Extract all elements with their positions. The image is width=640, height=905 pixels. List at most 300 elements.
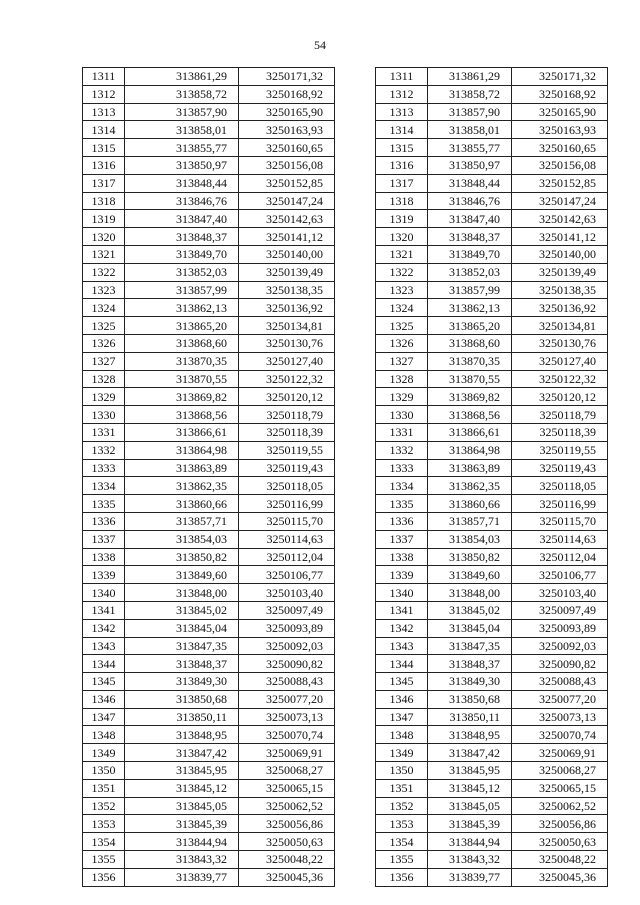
table-row — [83, 139, 335, 157]
y-coordinate-cell: 3250165,90 — [239, 103, 335, 121]
table-row — [376, 210, 608, 228]
table-row — [83, 210, 335, 228]
x-coordinate-cell: 313857,99 — [125, 281, 239, 299]
table-row — [83, 245, 335, 263]
table-row — [376, 139, 608, 157]
point-id-cell: 1351 — [376, 779, 428, 797]
y-coordinate-cell: 3250136,92 — [512, 299, 608, 317]
point-id-cell: 1320 — [83, 228, 125, 246]
y-coordinate-cell: 3250114,63 — [512, 530, 608, 548]
table-row — [376, 708, 608, 726]
x-coordinate-cell: 313854,03 — [428, 530, 512, 548]
table-row — [83, 121, 335, 139]
x-coordinate-cell: 313852,03 — [428, 263, 512, 281]
y-coordinate-cell: 3250048,22 — [239, 851, 335, 869]
point-id-cell: 1333 — [376, 459, 428, 477]
table-row — [83, 601, 335, 619]
x-coordinate-cell: 313860,66 — [125, 495, 239, 513]
y-coordinate-cell: 3250118,79 — [239, 406, 335, 424]
table-row — [83, 744, 335, 762]
y-coordinate-cell: 3250112,04 — [239, 548, 335, 566]
table-row — [83, 619, 335, 637]
point-id-cell: 1336 — [376, 512, 428, 530]
table-row — [376, 299, 608, 317]
table-row — [83, 174, 335, 192]
x-coordinate-cell: 313844,94 — [125, 833, 239, 851]
point-id-cell: 1328 — [83, 370, 125, 388]
y-coordinate-cell: 3250097,49 — [239, 601, 335, 619]
point-id-cell: 1344 — [83, 655, 125, 673]
point-id-cell: 1329 — [83, 388, 125, 406]
point-id-cell: 1325 — [376, 317, 428, 335]
x-coordinate-cell: 313845,12 — [428, 779, 512, 797]
y-coordinate-cell: 3250141,12 — [512, 228, 608, 246]
table-row — [83, 851, 335, 869]
x-coordinate-cell: 313848,95 — [428, 726, 512, 744]
table-row — [83, 655, 335, 673]
x-coordinate-cell: 313845,95 — [125, 762, 239, 780]
point-id-cell: 1317 — [83, 174, 125, 192]
x-coordinate-cell: 313850,11 — [125, 708, 239, 726]
x-coordinate-cell: 313848,37 — [125, 655, 239, 673]
point-id-cell: 1324 — [376, 299, 428, 317]
table-row — [83, 192, 335, 210]
point-id-cell: 1335 — [376, 495, 428, 513]
y-coordinate-cell: 3250073,13 — [239, 708, 335, 726]
y-coordinate-cell: 3250088,43 — [512, 673, 608, 691]
point-id-cell: 1337 — [83, 530, 125, 548]
point-id-cell: 1315 — [376, 139, 428, 157]
point-id-cell: 1343 — [83, 637, 125, 655]
point-id-cell: 1335 — [83, 495, 125, 513]
point-id-cell: 1348 — [376, 726, 428, 744]
point-id-cell: 1346 — [83, 690, 125, 708]
point-id-cell: 1325 — [83, 317, 125, 335]
x-coordinate-cell: 313869,82 — [428, 388, 512, 406]
table-row — [376, 459, 608, 477]
table-row — [83, 423, 335, 441]
point-id-cell: 1311 — [376, 68, 428, 86]
table-row — [83, 673, 335, 691]
point-id-cell: 1344 — [376, 655, 428, 673]
table-row — [83, 548, 335, 566]
y-coordinate-cell: 3250122,32 — [512, 370, 608, 388]
table-row — [376, 851, 608, 869]
y-coordinate-cell: 3250165,90 — [512, 103, 608, 121]
table-row — [376, 690, 608, 708]
x-coordinate-cell: 313850,82 — [125, 548, 239, 566]
point-id-cell: 1348 — [83, 726, 125, 744]
y-coordinate-cell: 3250136,92 — [239, 299, 335, 317]
point-id-cell: 1334 — [83, 477, 125, 495]
table-row — [376, 228, 608, 246]
point-id-cell: 1350 — [83, 762, 125, 780]
y-coordinate-cell: 3250130,76 — [239, 334, 335, 352]
x-coordinate-cell: 313857,90 — [125, 103, 239, 121]
y-coordinate-cell: 3250115,70 — [239, 512, 335, 530]
point-id-cell: 1338 — [376, 548, 428, 566]
point-id-cell: 1339 — [376, 566, 428, 584]
x-coordinate-cell: 313870,55 — [125, 370, 239, 388]
table-row — [83, 263, 335, 281]
y-coordinate-cell: 3250045,36 — [512, 868, 608, 886]
y-coordinate-cell: 3250163,93 — [239, 121, 335, 139]
x-coordinate-cell: 313849,70 — [125, 245, 239, 263]
x-coordinate-cell: 313855,77 — [125, 139, 239, 157]
x-coordinate-cell: 313858,01 — [125, 121, 239, 139]
table-row — [83, 406, 335, 424]
point-id-cell: 1354 — [83, 833, 125, 851]
y-coordinate-cell: 3250092,03 — [512, 637, 608, 655]
point-id-cell: 1314 — [83, 121, 125, 139]
x-coordinate-cell: 313854,03 — [125, 530, 239, 548]
x-coordinate-cell: 313844,94 — [428, 833, 512, 851]
y-coordinate-cell: 3250118,79 — [512, 406, 608, 424]
table-row — [83, 477, 335, 495]
point-id-cell: 1317 — [376, 174, 428, 192]
table-row — [376, 779, 608, 797]
y-coordinate-cell: 3250134,81 — [239, 317, 335, 335]
table-row — [376, 388, 608, 406]
table-row — [376, 263, 608, 281]
table-row — [376, 441, 608, 459]
y-coordinate-cell: 3250093,89 — [512, 619, 608, 637]
table-row — [83, 156, 335, 174]
coordinates-table-right — [375, 67, 608, 887]
point-id-cell: 1342 — [376, 619, 428, 637]
coordinates-table-left — [82, 67, 335, 887]
x-coordinate-cell: 313865,20 — [125, 317, 239, 335]
y-coordinate-cell: 3250140,00 — [512, 245, 608, 263]
table-row — [376, 726, 608, 744]
y-coordinate-cell: 3250115,70 — [512, 512, 608, 530]
y-coordinate-cell: 3250077,20 — [512, 690, 608, 708]
table-row — [376, 744, 608, 762]
y-coordinate-cell: 3250065,15 — [512, 779, 608, 797]
table-row — [83, 299, 335, 317]
point-id-cell: 1334 — [376, 477, 428, 495]
y-coordinate-cell: 3250130,76 — [512, 334, 608, 352]
point-id-cell: 1352 — [376, 797, 428, 815]
x-coordinate-cell: 313868,60 — [428, 334, 512, 352]
table-row — [83, 103, 335, 121]
point-id-cell: 1315 — [83, 139, 125, 157]
x-coordinate-cell: 313850,11 — [428, 708, 512, 726]
x-coordinate-cell: 313847,42 — [428, 744, 512, 762]
y-coordinate-cell: 3250127,40 — [512, 352, 608, 370]
table-row — [83, 815, 335, 833]
point-id-cell: 1318 — [376, 192, 428, 210]
y-coordinate-cell: 3250048,22 — [512, 851, 608, 869]
x-coordinate-cell: 313850,82 — [428, 548, 512, 566]
point-id-cell: 1319 — [83, 210, 125, 228]
y-coordinate-cell: 3250118,05 — [512, 477, 608, 495]
x-coordinate-cell: 313846,76 — [428, 192, 512, 210]
point-id-cell: 1355 — [376, 851, 428, 869]
y-coordinate-cell: 3250122,32 — [239, 370, 335, 388]
x-coordinate-cell: 313847,40 — [125, 210, 239, 228]
table-row — [83, 334, 335, 352]
y-coordinate-cell: 3250171,32 — [512, 68, 608, 86]
y-coordinate-cell: 3250069,91 — [239, 744, 335, 762]
table-row — [83, 726, 335, 744]
x-coordinate-cell: 313839,77 — [428, 868, 512, 886]
x-coordinate-cell: 313845,05 — [125, 797, 239, 815]
x-coordinate-cell: 313858,72 — [125, 85, 239, 103]
table-row — [83, 388, 335, 406]
table-row — [376, 174, 608, 192]
y-coordinate-cell: 3250119,43 — [239, 459, 335, 477]
table-row — [376, 530, 608, 548]
point-id-cell: 1339 — [83, 566, 125, 584]
point-id-cell: 1333 — [83, 459, 125, 477]
table-row — [83, 637, 335, 655]
y-coordinate-cell: 3250103,40 — [512, 584, 608, 602]
x-coordinate-cell: 313857,71 — [428, 512, 512, 530]
table-row — [83, 779, 335, 797]
y-coordinate-cell: 3250062,52 — [512, 797, 608, 815]
table-row — [83, 708, 335, 726]
x-coordinate-cell: 313862,35 — [428, 477, 512, 495]
y-coordinate-cell: 3250142,63 — [239, 210, 335, 228]
y-coordinate-cell: 3250050,63 — [239, 833, 335, 851]
y-coordinate-cell: 3250127,40 — [239, 352, 335, 370]
table-row — [83, 797, 335, 815]
x-coordinate-cell: 313868,60 — [125, 334, 239, 352]
table-row — [376, 281, 608, 299]
table-row — [376, 815, 608, 833]
table-row — [376, 334, 608, 352]
y-coordinate-cell: 3250147,24 — [239, 192, 335, 210]
x-coordinate-cell: 313848,37 — [428, 655, 512, 673]
table-row — [83, 566, 335, 584]
x-coordinate-cell: 313857,71 — [125, 512, 239, 530]
x-coordinate-cell: 313864,98 — [428, 441, 512, 459]
table-row — [376, 619, 608, 637]
x-coordinate-cell: 313849,30 — [428, 673, 512, 691]
table-row — [376, 637, 608, 655]
point-id-cell: 1345 — [83, 673, 125, 691]
page-number: 54 — [314, 38, 326, 52]
point-id-cell: 1331 — [83, 423, 125, 441]
y-coordinate-cell: 3250118,39 — [239, 423, 335, 441]
y-coordinate-cell: 3250068,27 — [239, 762, 335, 780]
x-coordinate-cell: 313850,68 — [125, 690, 239, 708]
x-coordinate-cell: 313858,72 — [428, 85, 512, 103]
x-coordinate-cell: 313845,04 — [428, 619, 512, 637]
point-id-cell: 1318 — [83, 192, 125, 210]
point-id-cell: 1340 — [83, 584, 125, 602]
point-id-cell: 1355 — [83, 851, 125, 869]
point-id-cell: 1323 — [83, 281, 125, 299]
point-id-cell: 1337 — [376, 530, 428, 548]
table-row — [83, 85, 335, 103]
x-coordinate-cell: 313861,29 — [125, 68, 239, 86]
y-coordinate-cell: 3250134,81 — [512, 317, 608, 335]
x-coordinate-cell: 313846,76 — [125, 192, 239, 210]
y-coordinate-cell: 3250142,63 — [512, 210, 608, 228]
point-id-cell: 1327 — [376, 352, 428, 370]
x-coordinate-cell: 313848,37 — [125, 228, 239, 246]
x-coordinate-cell: 313868,56 — [428, 406, 512, 424]
x-coordinate-cell: 313869,82 — [125, 388, 239, 406]
table-row — [376, 548, 608, 566]
y-coordinate-cell: 3250056,86 — [239, 815, 335, 833]
x-coordinate-cell: 313858,01 — [428, 121, 512, 139]
y-coordinate-cell: 3250090,82 — [239, 655, 335, 673]
x-coordinate-cell: 313862,13 — [125, 299, 239, 317]
y-coordinate-cell: 3250056,86 — [512, 815, 608, 833]
x-coordinate-cell: 313862,35 — [125, 477, 239, 495]
point-id-cell: 1314 — [376, 121, 428, 139]
point-id-cell: 1354 — [376, 833, 428, 851]
y-coordinate-cell: 3250050,63 — [512, 833, 608, 851]
x-coordinate-cell: 313845,04 — [125, 619, 239, 637]
point-id-cell: 1349 — [376, 744, 428, 762]
y-coordinate-cell: 3250152,85 — [512, 174, 608, 192]
y-coordinate-cell: 3250118,39 — [512, 423, 608, 441]
table-row — [83, 530, 335, 548]
y-coordinate-cell: 3250160,65 — [512, 139, 608, 157]
point-id-cell: 1353 — [83, 815, 125, 833]
y-coordinate-cell: 3250106,77 — [239, 566, 335, 584]
x-coordinate-cell: 313843,32 — [428, 851, 512, 869]
y-coordinate-cell: 3250070,74 — [512, 726, 608, 744]
x-coordinate-cell: 313857,99 — [428, 281, 512, 299]
y-coordinate-cell: 3250103,40 — [239, 584, 335, 602]
point-id-cell: 1352 — [83, 797, 125, 815]
table-row — [83, 690, 335, 708]
point-id-cell: 1323 — [376, 281, 428, 299]
point-id-cell: 1343 — [376, 637, 428, 655]
x-coordinate-cell: 313848,00 — [428, 584, 512, 602]
point-id-cell: 1336 — [83, 512, 125, 530]
table-row — [83, 68, 335, 86]
table-row — [376, 477, 608, 495]
x-coordinate-cell: 313866,61 — [125, 423, 239, 441]
y-coordinate-cell: 3250073,13 — [512, 708, 608, 726]
x-coordinate-cell: 313847,35 — [428, 637, 512, 655]
y-coordinate-cell: 3250062,52 — [239, 797, 335, 815]
table-row — [376, 317, 608, 335]
x-coordinate-cell: 313839,77 — [125, 868, 239, 886]
y-coordinate-cell: 3250088,43 — [239, 673, 335, 691]
table-row — [376, 601, 608, 619]
table-row — [83, 441, 335, 459]
x-coordinate-cell: 313848,44 — [428, 174, 512, 192]
table-row — [376, 192, 608, 210]
x-coordinate-cell: 313865,20 — [428, 317, 512, 335]
point-id-cell: 1327 — [83, 352, 125, 370]
x-coordinate-cell: 313860,66 — [428, 495, 512, 513]
x-coordinate-cell: 313849,60 — [125, 566, 239, 584]
table-row — [83, 584, 335, 602]
x-coordinate-cell: 313848,37 — [428, 228, 512, 246]
table-row — [376, 85, 608, 103]
point-id-cell: 1328 — [376, 370, 428, 388]
x-coordinate-cell: 313861,29 — [428, 68, 512, 86]
y-coordinate-cell: 3250140,00 — [239, 245, 335, 263]
y-coordinate-cell: 3250045,36 — [239, 868, 335, 886]
table-row — [83, 317, 335, 335]
x-coordinate-cell: 313870,35 — [428, 352, 512, 370]
y-coordinate-cell: 3250093,89 — [239, 619, 335, 637]
point-id-cell: 1349 — [83, 744, 125, 762]
y-coordinate-cell: 3250119,55 — [512, 441, 608, 459]
x-coordinate-cell: 313850,68 — [428, 690, 512, 708]
point-id-cell: 1342 — [83, 619, 125, 637]
y-coordinate-cell: 3250116,99 — [239, 495, 335, 513]
y-coordinate-cell: 3250077,20 — [239, 690, 335, 708]
x-coordinate-cell: 313870,55 — [428, 370, 512, 388]
point-id-cell: 1330 — [83, 406, 125, 424]
point-id-cell: 1320 — [376, 228, 428, 246]
table-row — [376, 103, 608, 121]
x-coordinate-cell: 313847,40 — [428, 210, 512, 228]
table-row — [376, 512, 608, 530]
x-coordinate-cell: 313852,03 — [125, 263, 239, 281]
point-id-cell: 1324 — [83, 299, 125, 317]
x-coordinate-cell: 313845,05 — [428, 797, 512, 815]
point-id-cell: 1351 — [83, 779, 125, 797]
x-coordinate-cell: 313864,98 — [125, 441, 239, 459]
table-row — [83, 512, 335, 530]
point-id-cell: 1321 — [83, 245, 125, 263]
table-row — [376, 833, 608, 851]
x-coordinate-cell: 313850,97 — [125, 156, 239, 174]
x-coordinate-cell: 313850,97 — [428, 156, 512, 174]
point-id-cell: 1312 — [83, 85, 125, 103]
table-row — [376, 797, 608, 815]
x-coordinate-cell: 313849,70 — [428, 245, 512, 263]
point-id-cell: 1356 — [376, 868, 428, 886]
table-row — [83, 281, 335, 299]
table-row — [376, 762, 608, 780]
table-row — [376, 68, 608, 86]
y-coordinate-cell: 3250118,05 — [239, 477, 335, 495]
point-id-cell: 1346 — [376, 690, 428, 708]
table-row — [376, 423, 608, 441]
x-coordinate-cell: 313866,61 — [428, 423, 512, 441]
x-coordinate-cell: 313848,44 — [125, 174, 239, 192]
x-coordinate-cell: 313843,32 — [125, 851, 239, 869]
y-coordinate-cell: 3250139,49 — [239, 263, 335, 281]
point-id-cell: 1347 — [83, 708, 125, 726]
table-row — [376, 655, 608, 673]
y-coordinate-cell: 3250120,12 — [239, 388, 335, 406]
y-coordinate-cell: 3250114,63 — [239, 530, 335, 548]
point-id-cell: 1326 — [83, 334, 125, 352]
table-row — [83, 228, 335, 246]
table-row — [376, 406, 608, 424]
y-coordinate-cell: 3250141,12 — [239, 228, 335, 246]
point-id-cell: 1313 — [83, 103, 125, 121]
x-coordinate-cell: 313845,02 — [125, 601, 239, 619]
x-coordinate-cell: 313849,30 — [125, 673, 239, 691]
point-id-cell: 1350 — [376, 762, 428, 780]
y-coordinate-cell: 3250065,15 — [239, 779, 335, 797]
table-row — [83, 459, 335, 477]
table-row — [376, 566, 608, 584]
point-id-cell: 1331 — [376, 423, 428, 441]
point-id-cell: 1340 — [376, 584, 428, 602]
y-coordinate-cell: 3250168,92 — [239, 85, 335, 103]
y-coordinate-cell: 3250147,24 — [512, 192, 608, 210]
point-id-cell: 1311 — [83, 68, 125, 86]
y-coordinate-cell: 3250139,49 — [512, 263, 608, 281]
x-coordinate-cell: 313870,35 — [125, 352, 239, 370]
y-coordinate-cell: 3250112,04 — [512, 548, 608, 566]
